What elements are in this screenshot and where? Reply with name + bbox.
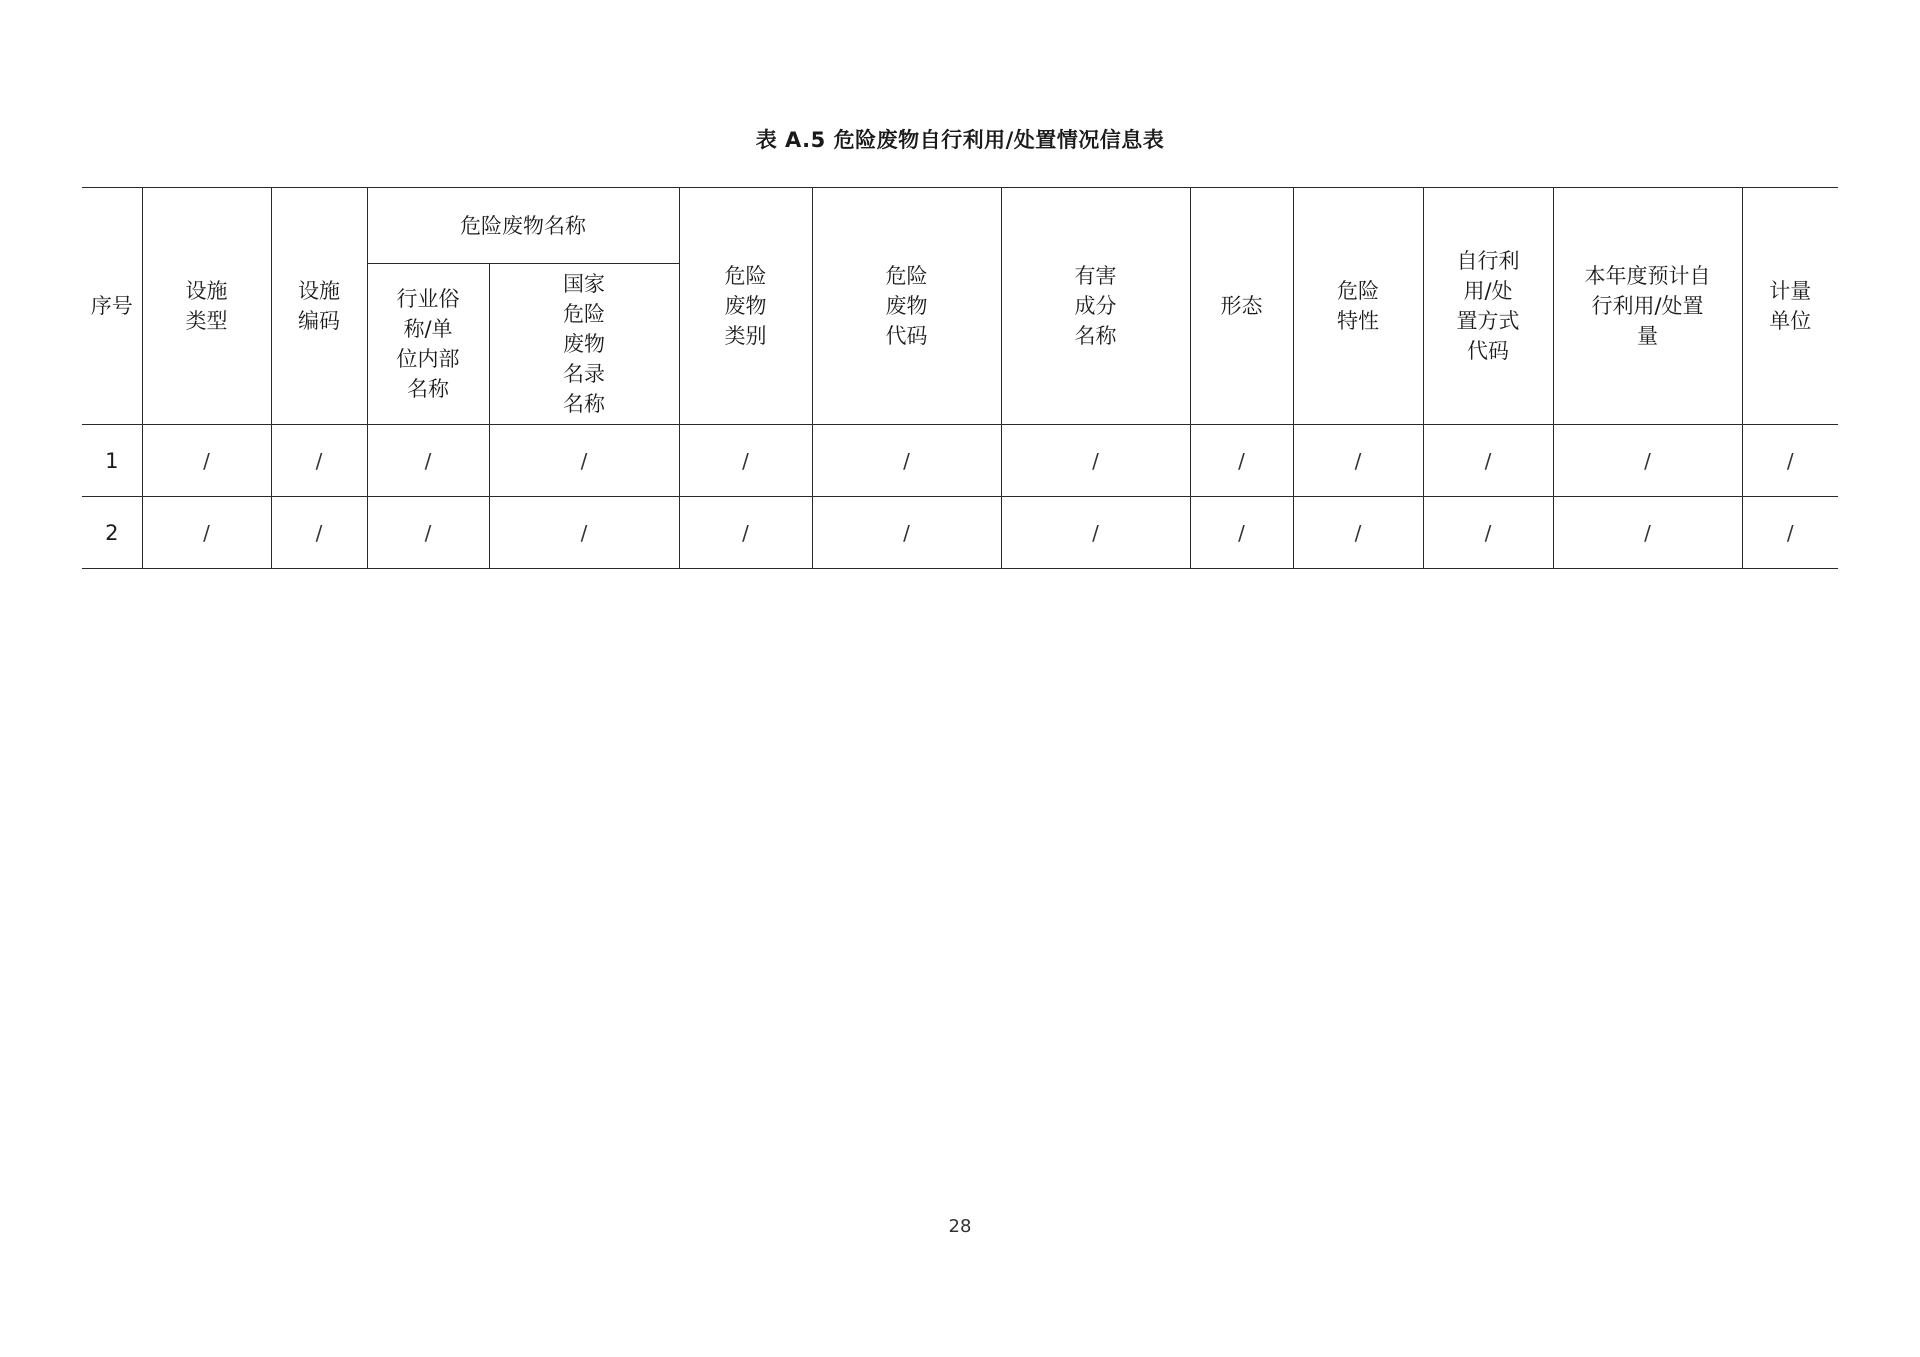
table-cell: / xyxy=(1553,425,1742,497)
row-seq: 1 xyxy=(82,425,142,497)
header-industry-name: 行业俗称/单位内部名称 xyxy=(367,264,489,425)
table-cell: / xyxy=(1423,425,1553,497)
table-cell: / xyxy=(489,425,679,497)
row-seq: 2 xyxy=(82,497,142,569)
table-cell: / xyxy=(1293,425,1423,497)
table-cell: / xyxy=(1423,497,1553,569)
table-cell: / xyxy=(1190,497,1293,569)
header-waste-category: 危险废物类别 xyxy=(679,188,812,425)
header-hazard-property: 危险特性 xyxy=(1293,188,1423,425)
table-cell: / xyxy=(1553,497,1742,569)
table-cell: / xyxy=(812,425,1001,497)
table-row xyxy=(82,497,1838,569)
table-cell: / xyxy=(367,425,489,497)
table-cell: / xyxy=(812,497,1001,569)
header-seq: 序号 xyxy=(82,188,142,425)
header-national-name: 国家危险废物名录名称 xyxy=(489,264,679,425)
table-cell: / xyxy=(142,425,271,497)
header-unit: 计量单位 xyxy=(1742,188,1838,425)
header-facility-code: 设施编码 xyxy=(271,188,367,425)
table-cell: / xyxy=(1001,425,1190,497)
header-method-code: 自行利用/处置方式代码 xyxy=(1423,188,1553,425)
page-title: 表 A.5 危险废物自行利用/处置情况信息表 xyxy=(755,128,1165,152)
header-harmful-component: 有害成分名称 xyxy=(1001,188,1190,425)
table-cell: / xyxy=(1742,497,1838,569)
table-cell: / xyxy=(679,425,812,497)
header-form: 形态 xyxy=(1190,188,1293,425)
page-number: 28 xyxy=(948,1216,972,1237)
hazardous-waste-disposal-table xyxy=(82,187,1838,569)
table-header-row xyxy=(82,188,1838,264)
table-cell: / xyxy=(679,497,812,569)
table-row xyxy=(82,425,1838,497)
table-cell: / xyxy=(1742,425,1838,497)
table-cell: / xyxy=(367,497,489,569)
header-annual-amount: 本年度预计自行利用/处置量 xyxy=(1553,188,1742,425)
table-cell: / xyxy=(142,497,271,569)
table-cell: / xyxy=(271,425,367,497)
header-waste-name-group: 危险废物名称 xyxy=(367,188,679,264)
header-waste-code: 危险废物代码 xyxy=(812,188,1001,425)
table-cell: / xyxy=(1293,497,1423,569)
header-facility-type: 设施类型 xyxy=(142,188,271,425)
table-cell: / xyxy=(489,497,679,569)
table-cell: / xyxy=(1001,497,1190,569)
table-cell: / xyxy=(271,497,367,569)
table-cell: / xyxy=(1190,425,1293,497)
